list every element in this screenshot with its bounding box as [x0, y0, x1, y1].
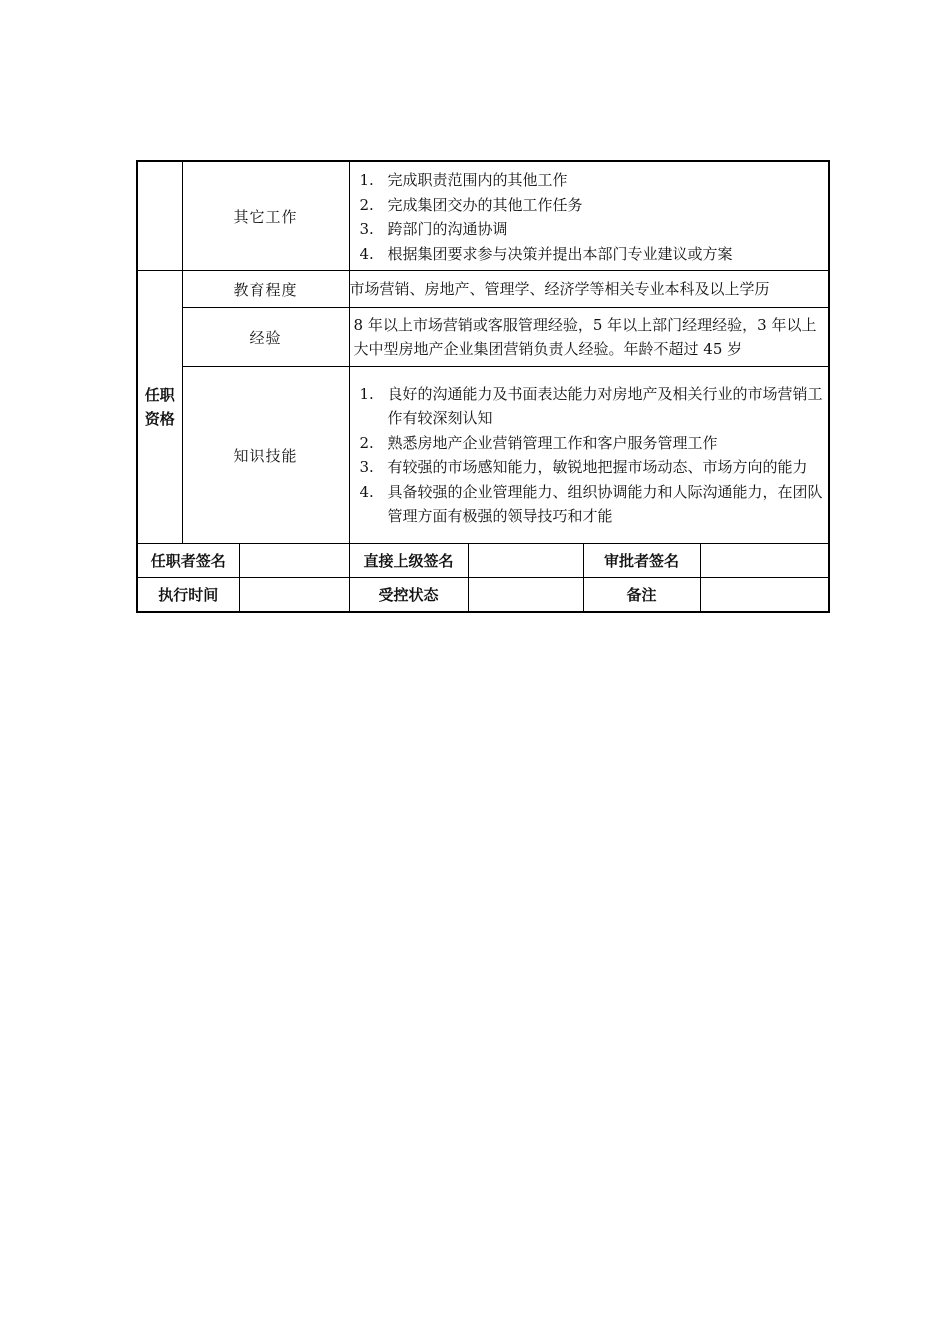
qualifications-label-line2: 资格 — [144, 410, 175, 428]
supervisor-sign-field[interactable] — [468, 544, 583, 578]
skills-label: 知识技能 — [182, 367, 349, 544]
remarks-label: 备注 — [583, 578, 700, 613]
list-item: 1. 良好的沟通能力及书面表达能力对房地产及相关行业的市场营销工作有较深刻认知 — [359, 384, 823, 427]
other-work-label: 其它工作 — [182, 161, 349, 271]
education-row — [137, 271, 829, 308]
experience-label: 经验 — [182, 308, 349, 367]
skills-content — [349, 367, 829, 544]
control-status-label: 受控状态 — [349, 578, 468, 613]
education-value: 市场营销、房地产、管理学、经济学等相关专业本科及以上学历 — [349, 271, 829, 308]
approver-sign-label: 审批者签名 — [583, 544, 700, 578]
list-item: 3. 有较强的市场感知能力，敏锐地把握市场动态、市场方向的能力 — [359, 458, 808, 476]
execution-row — [137, 578, 829, 613]
holder-sign-label: 任职者签名 — [137, 544, 239, 578]
other-work-group-cell — [137, 161, 182, 271]
job-description-table — [136, 160, 830, 613]
list-item: 2. 完成集团交办的其他工作任务 — [359, 195, 583, 214]
approver-sign-field[interactable] — [700, 544, 829, 578]
control-status-field[interactable] — [468, 578, 583, 613]
exec-time-field[interactable] — [239, 578, 349, 613]
qualifications-label-line1: 任职 — [144, 386, 175, 404]
list-item: 2. 熟悉房地产企业营销管理工作和客户服务管理工作 — [359, 433, 718, 452]
remarks-field[interactable] — [700, 578, 829, 613]
skills-row — [137, 367, 829, 544]
signature-row — [137, 544, 829, 578]
experience-row — [137, 308, 829, 367]
list-item: 3. 跨部门的沟通协调 — [359, 220, 508, 238]
list-item: 4. 根据集团要求参与决策并提出本部门专业建议或方案 — [359, 244, 733, 263]
exec-time-label: 执行时间 — [137, 578, 239, 613]
list-item: 1. 完成职责范围内的其他工作 — [359, 171, 568, 189]
education-label: 教育程度 — [182, 271, 349, 308]
list-item: 4. 具备较强的企业管理能力、组织协调能力和人际沟通能力，在团队管理方面有极强的领导技巧和才能 — [359, 482, 823, 525]
supervisor-sign-label: 直接上级签名 — [349, 544, 468, 578]
experience-value: 8 年以上市场营销或客服管理经验，5 年以上部门经理经验，3 年以上大中型房地产企业集团营销负责人经验。年龄不超过 45 岁 — [349, 308, 829, 367]
other-work-row — [137, 161, 829, 271]
other-work-content — [349, 161, 829, 271]
qualifications-group-label — [137, 271, 182, 544]
holder-sign-field[interactable] — [239, 544, 349, 578]
